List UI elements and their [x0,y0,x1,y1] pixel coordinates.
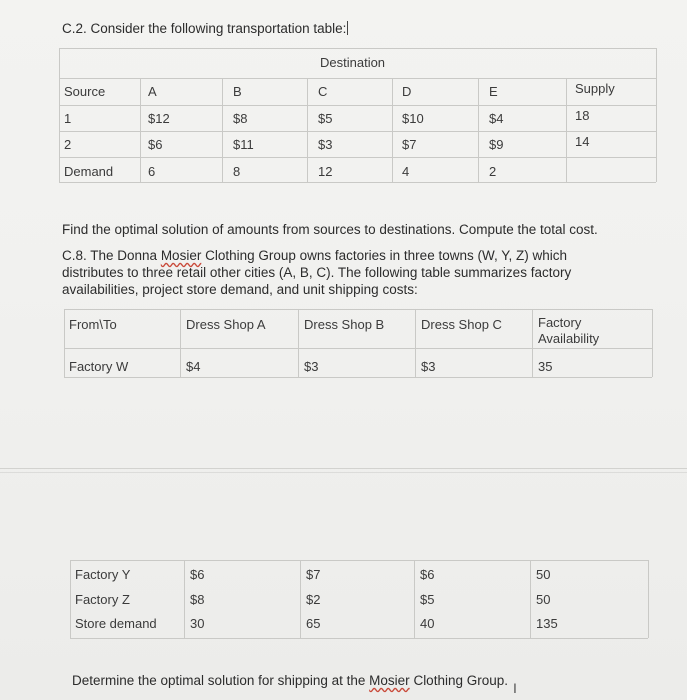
row-1-supply: 18 [575,108,590,123]
final-post: Clothing Group. [409,673,508,688]
factory-y-c: $6 [420,567,435,582]
demand-d: 4 [402,164,410,179]
demand-c: 12 [318,164,333,179]
factory-z-label: Factory Z [75,592,130,607]
c8-line-1 [62,248,567,263]
c8-line-1-pre: C.8. The Donna [62,248,161,263]
c8-line-2: distributes to three retail other cities (A, B, C). The following table summarizes factory [62,265,572,280]
row-2-d: $7 [402,137,417,152]
header-source: Source [64,84,106,99]
header-b: B [233,84,242,99]
instruction-text: Find the optimal solution of amounts from sources to destinations. Compute the total cost. [62,222,598,237]
store-demand-b: 65 [306,616,321,631]
factory-w-c: $3 [421,359,436,374]
store-demand-c: 40 [420,616,435,631]
factory-y-availability: 50 [536,567,551,582]
header-a: A [148,84,157,99]
page-divider [0,468,687,469]
header-availability: Availability [538,331,600,346]
row-1-d: $10 [402,111,424,126]
page-divider-shadow [0,472,687,473]
c8-line-3: availabilities, project store demand, and unit shipping costs: [62,282,418,297]
final-instruction [72,673,508,688]
question-heading[interactable] [62,21,348,36]
header-supply: Supply [575,81,615,96]
row-1-b: $8 [233,111,248,126]
row-2-c: $3 [318,137,333,152]
destination-label: Destination [320,55,386,70]
final-mosier-misspelled: Mosier [369,673,410,688]
factory-y-label: Factory Y [75,567,131,582]
factory-y-b: $7 [306,567,321,582]
header-dress-shop-b: Dress Shop B [304,317,385,332]
mosier-misspelled: Mosier [160,248,202,263]
factory-w-a: $4 [186,359,201,374]
demand-a: 6 [148,164,156,179]
header-d: D [402,84,412,99]
header-dress-shop-a: Dress Shop A [186,317,266,332]
header-c: C [318,84,328,99]
row-2-b: $11 [233,137,254,152]
demand-b: 8 [233,164,241,179]
factory-y-a: $6 [190,567,205,582]
header-e: E [489,84,498,99]
demand-label: Demand [64,164,114,179]
header-factory: Factory [538,315,582,330]
factory-w-availability: 35 [538,359,553,374]
header-from-to: From\To [69,317,117,332]
header-dress-shop-c: Dress Shop C [421,317,502,332]
row-1-e: $4 [489,111,504,126]
factory-z-b: $2 [306,592,321,607]
row-2-source: 2 [64,137,72,152]
c8-line-1-post: Clothing Group owns factories in three towns (W, Y, Z) which [201,248,567,263]
store-demand-total: 135 [536,616,558,631]
factory-z-c: $5 [420,592,435,607]
store-demand-label: Store demand [75,616,157,631]
row-2-a: $6 [148,137,163,152]
text-cursor [347,21,348,35]
store-demand-a: 30 [190,616,205,631]
factory-z-a: $8 [190,592,205,607]
factory-w-b: $3 [304,359,319,374]
text-ibeam-icon: I [513,680,517,696]
question-heading-text: C.2. Consider the following transportation table: [62,21,347,36]
row-2-supply: 14 [575,134,590,149]
factory-z-availability: 50 [536,592,551,607]
row-1-source: 1 [64,111,72,126]
factory-w-label: Factory W [69,359,129,374]
row-2-e: $9 [489,137,504,152]
demand-e: 2 [489,164,497,179]
final-pre: Determine the optimal solution for shipping at the [72,673,370,688]
row-1-a: $12 [148,111,170,126]
row-1-c: $5 [318,111,333,126]
